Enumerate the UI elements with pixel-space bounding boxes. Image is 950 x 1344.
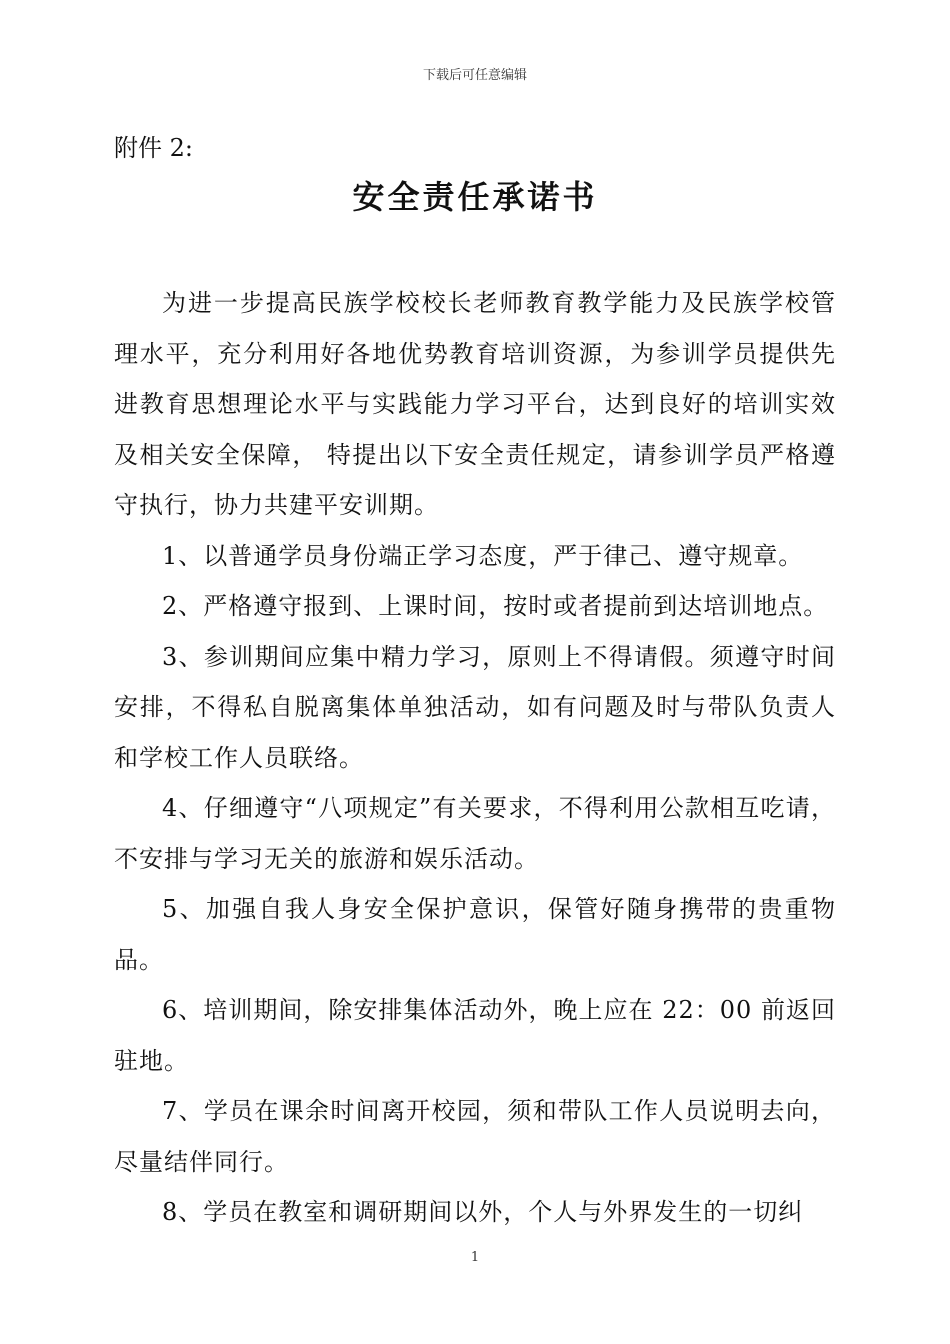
rule-7-paragraph: 7、学员在课余时间离开校园，须和带队工作人员说明去向，尽量结伴同行。	[114, 1097, 836, 1176]
document-title: 安全责任承诺书	[352, 178, 598, 216]
rule-2-paragraph: 2、严格遵守报到、上课时间，按时或者提前到达培训地点。	[162, 592, 829, 620]
page-number: 1	[470, 1250, 480, 1265]
header-note: 下载后可任意编辑	[422, 68, 527, 83]
rule-3-paragraph: 3、参训期间应集中精力学习，原则上不得请假。须遵守时间安排，不得私自脱离集体单独活动，如有问题及时与带队负责人和学校工作人员联络。	[114, 642, 836, 772]
rule-8-paragraph: 8、学员在教室和调研期间以外，个人与外界发生的一切纠	[162, 1198, 804, 1226]
rule-5-paragraph: 5、加强自我人身安全保护意识，保管好随身携带的贵重物品。	[114, 895, 836, 974]
rule-4-paragraph: 4、仔细遵守“八项规定”有关要求，不得利用公款相互吃请，不安排与学习无关的旅游和娱乐活动。	[114, 794, 836, 873]
document-body	[114, 278, 836, 1238]
intro-paragraph: 为进一步提高民族学校校长老师教育教学能力及民族学校管理水平，充分利用好各地优势教育培训资源，为参训学员提供先进教育思想理论水平与实践能力学习平台，达到良好的培训实效及相关安全保障， 特提出以下安全责任规定，请参训学员严格遵守执行，协力共建平安训期。	[114, 289, 836, 519]
rule-1-paragraph: 1、以普通学员身份端正学习态度，严于律己、遵守规章。	[162, 541, 804, 570]
rule-6-paragraph: 6、培训期间，除安排集体活动外，晚上应在 22：00 前返回驻地。	[114, 996, 836, 1075]
attachment-label: 附件 2:	[114, 134, 193, 162]
